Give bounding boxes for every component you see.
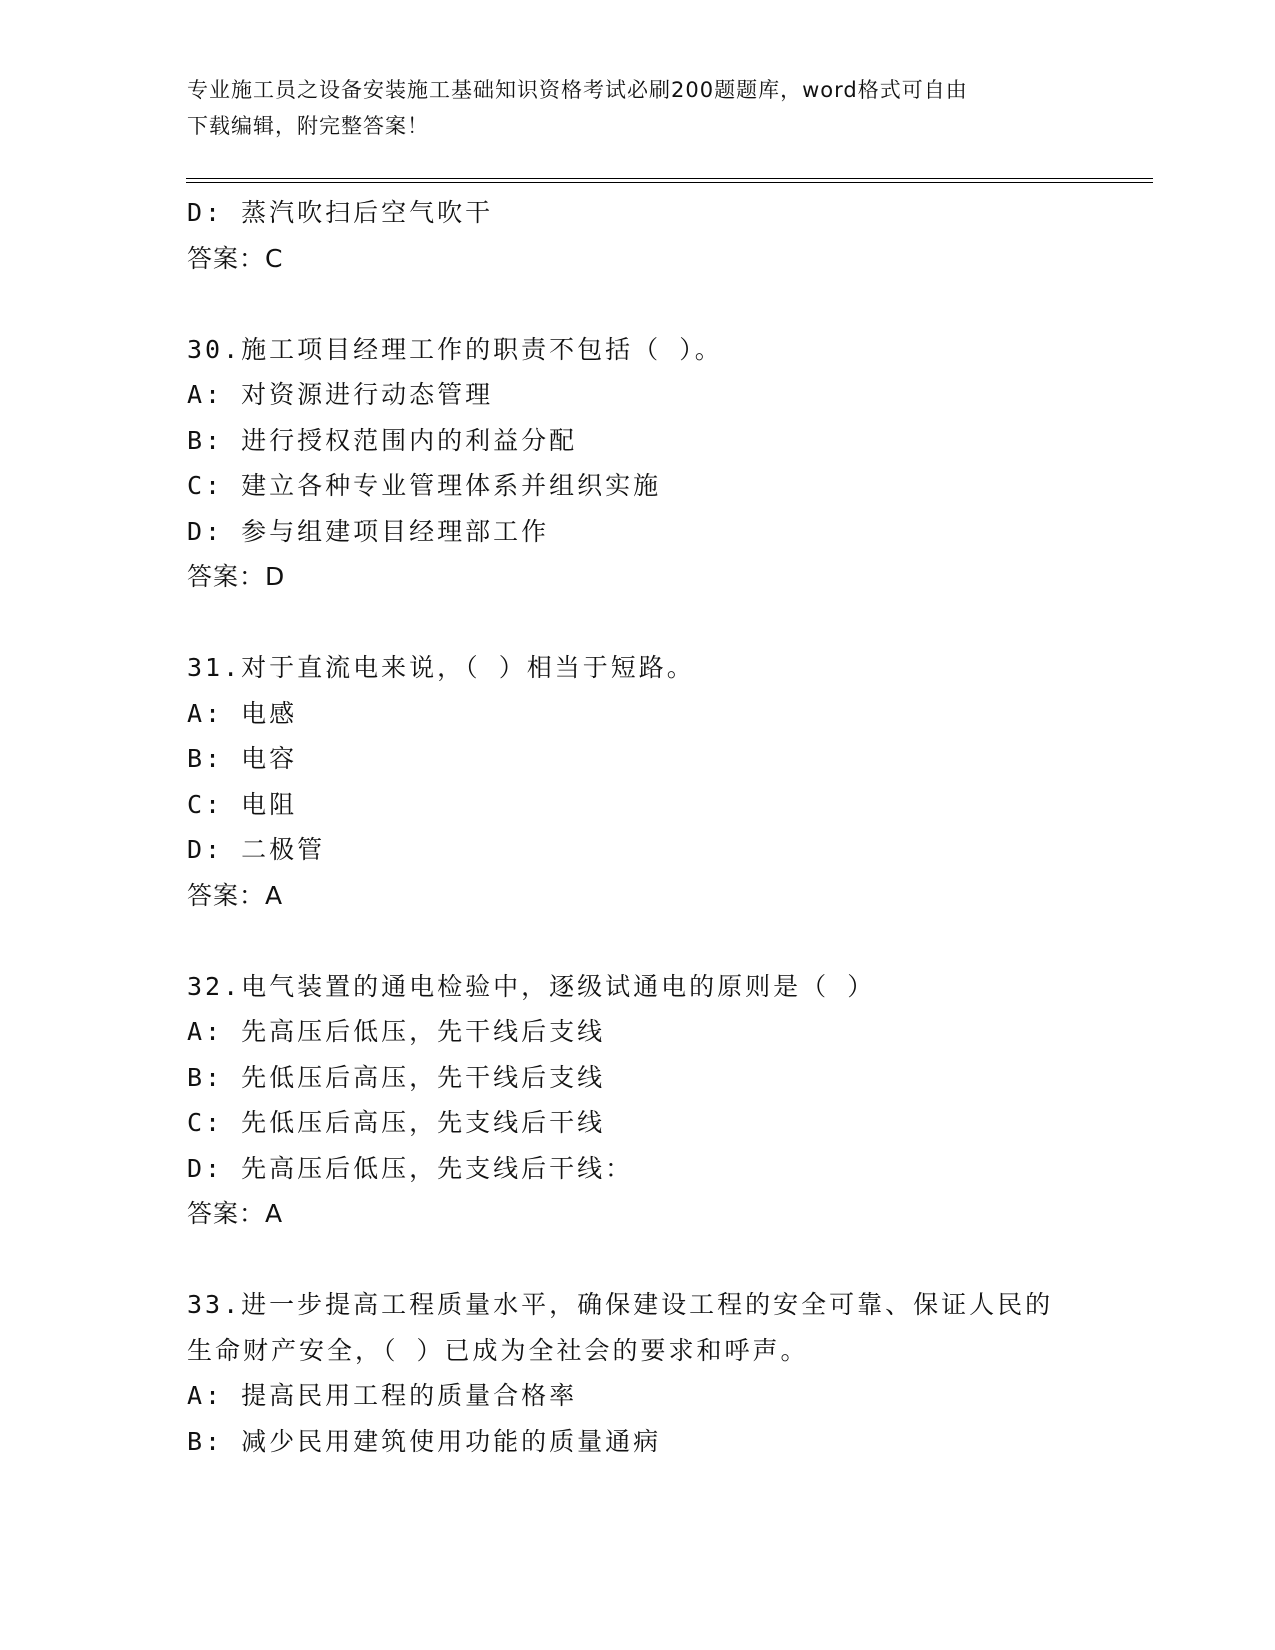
spacer [187, 600, 1087, 646]
question-stem-line-2: 生命财产安全，（ ）已成为全社会的要求和呼声。 [187, 1335, 809, 1365]
spacer [187, 1237, 1087, 1283]
option-a: A: 提高民用工程的质量合格率 [187, 1381, 578, 1410]
option-a: A: 先高压后低压，先干线后支线 [187, 1017, 606, 1046]
option-c: C: 建立各种专业管理体系并组织实施 [187, 471, 662, 500]
header-line-2: 下载编辑，附完整答案！ [187, 114, 429, 138]
answer: 答案：A [187, 880, 284, 910]
header-divider-bottom [186, 182, 1153, 183]
spacer [187, 918, 1087, 964]
header-line-1: 专业施工员之设备安装施工基础知识资格考试必刷200题题库，word格式可自由 [187, 78, 968, 102]
option-c: C: 先低压后高压，先支线后干线 [187, 1108, 606, 1137]
question-stem: 30.施工项目经理工作的职责不包括（ ）。 [187, 334, 723, 364]
option-b: B: 减少民用建筑使用功能的质量通病 [187, 1426, 662, 1456]
option-b: B: 进行授权范围内的利益分配 [187, 425, 578, 455]
prev-answer: 答案：C [187, 243, 284, 273]
option-b: B: 先低压后高压，先干线后支线 [187, 1062, 606, 1092]
header-divider-top [186, 178, 1153, 179]
option-d: D: 先高压后低压，先支线后干线： [187, 1153, 634, 1183]
option-c: C: 电阻 [187, 789, 298, 819]
answer: 答案：A [187, 1199, 284, 1228]
prev-option-d: D: 蒸汽吹扫后空气吹干 [187, 198, 494, 227]
question-stem: 32.电气装置的通电检验中，逐级试通电的原则是（ ） [187, 971, 876, 1001]
question-stem: 31.对于直流电来说，（ ）相当于短路。 [187, 653, 695, 682]
option-a: A: 对资源进行动态管理 [187, 380, 494, 409]
question-31 [187, 645, 1087, 918]
question-33 [187, 1282, 1087, 1464]
spacer [187, 281, 1087, 327]
option-b: B: 电容 [187, 744, 298, 773]
option-d: D: 二极管 [187, 835, 326, 864]
option-d: D: 参与组建项目经理部工作 [187, 516, 550, 546]
option-a: A: 电感 [187, 698, 298, 728]
answer: 答案：D [187, 562, 286, 591]
question-32 [187, 964, 1087, 1237]
question-30 [187, 327, 1087, 600]
question-content [187, 190, 1087, 1464]
question-stem-line-1: 33.进一步提高工程质量水平，确保建设工程的安全可靠、保证人民的 [187, 1290, 1054, 1319]
document-header [187, 72, 1067, 144]
